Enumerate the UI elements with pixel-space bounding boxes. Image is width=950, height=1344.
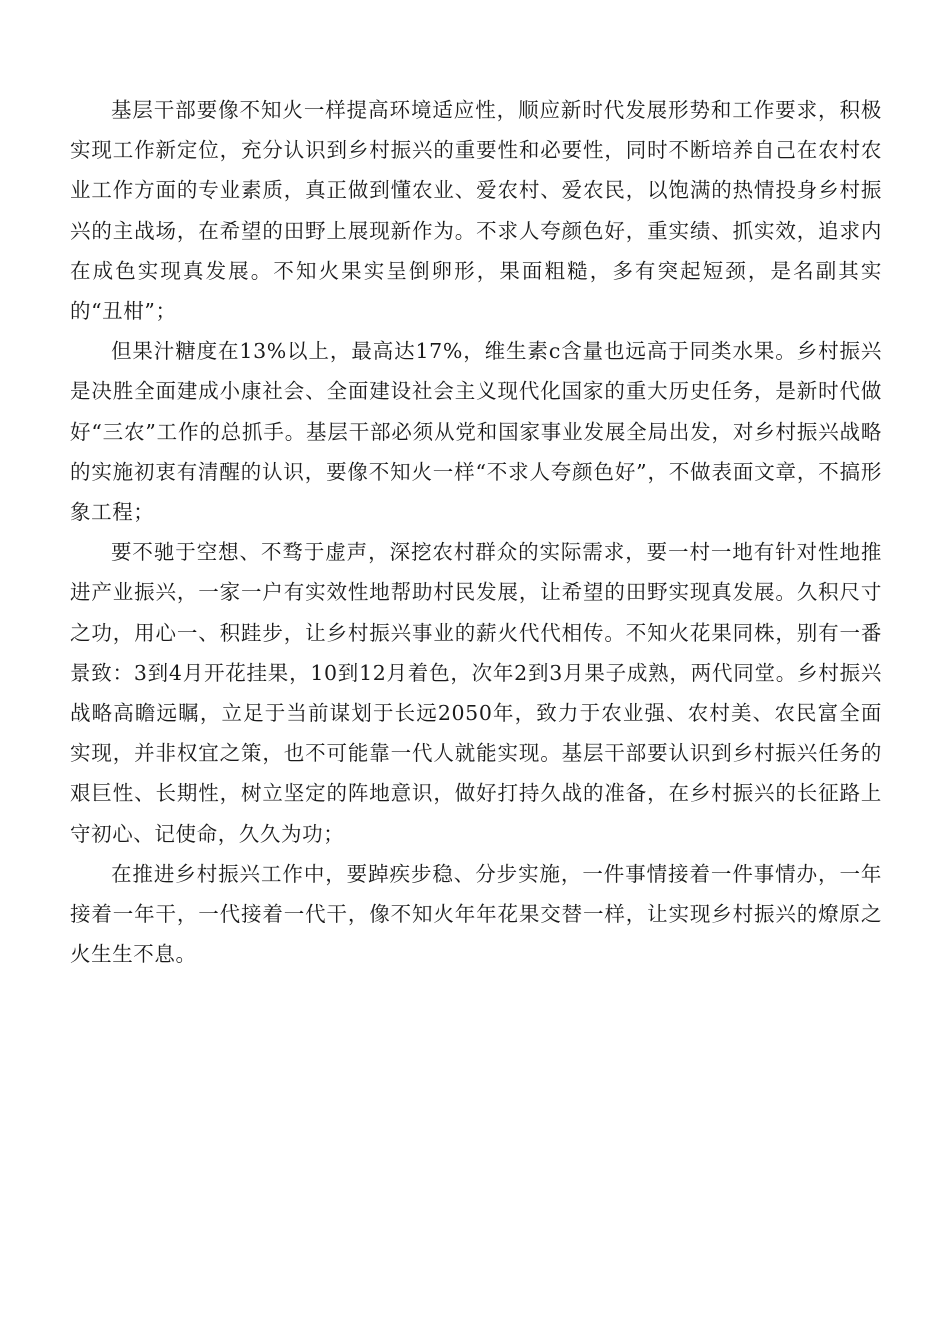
paragraph-2: 但果汁糖度在13%以上，最高达17%，维生素c含量也远高于同类水果。乡村振兴是决胜全面建成小康社会、全面建设社会主义现代化国家的重大历史任务，是新时代做好“三农”工作的总抓手。基层干部必须从党和国家事业发展全局出发，对乡村振兴战略的实施初衷有清醒的认识，要像不知火一样“不求人夸颜色好”，不做表面文章，不搞形象工程；: [70, 339, 882, 525]
paragraph-4: 在推进乡村振兴工作中，要踔疾步稳、分步实施，一件事情接着一件事情办，一年接着一年干，一代接着一代干，像不知火年年花果交替一样，让实现乡村振兴的燎原之火生生不息。: [70, 861, 882, 967]
document-body: [70, 90, 882, 974]
paragraph-3: 要不驰于空想、不骛于虚声，深挖农村群众的实际需求，要一村一地有针对性地推进产业振兴，一家一户有实效性地帮助村民发展，让希望的田野实现真发展。久积尺寸之功，用心一、积跬步，让乡村振兴事业的薪火代代相传。不知火花果同株，别有一番景致：3到4月开花挂果，10到12月着色，次年2到3月果子成熟，两代同堂。乡村振兴战略高瞻远瞩，立足于当前谋划于长远2050年，致力于农业强、农村美、农民富全面实现，并非权宜之策，也不可能靠一代人就能实现。基层干部要认识到乡村振兴任务的艰巨性、长期性，树立坚定的阵地意识，做好打持久战的准备，在乡村振兴的长征路上守初心、记使命，久久为功；: [70, 540, 882, 846]
paragraph-1: 基层干部要像不知火一样提高环境适应性，顺应新时代发展形势和工作要求，积极实现工作新定位，充分认识到乡村振兴的重要性和必要性，同时不断培养自己在农村农业工作方面的专业素质，真正做到懂农业、爱农村、爱农民，以饱满的热情投身乡村振兴的主战场，在希望的田野上展现新作为。不求人夸颜色好，重实绩、抓实效，追求内在成色实现真发展。不知火果实呈倒卵形，果面粗糙，多有突起短颈，是名副其实的“丑柑”；: [70, 98, 882, 324]
